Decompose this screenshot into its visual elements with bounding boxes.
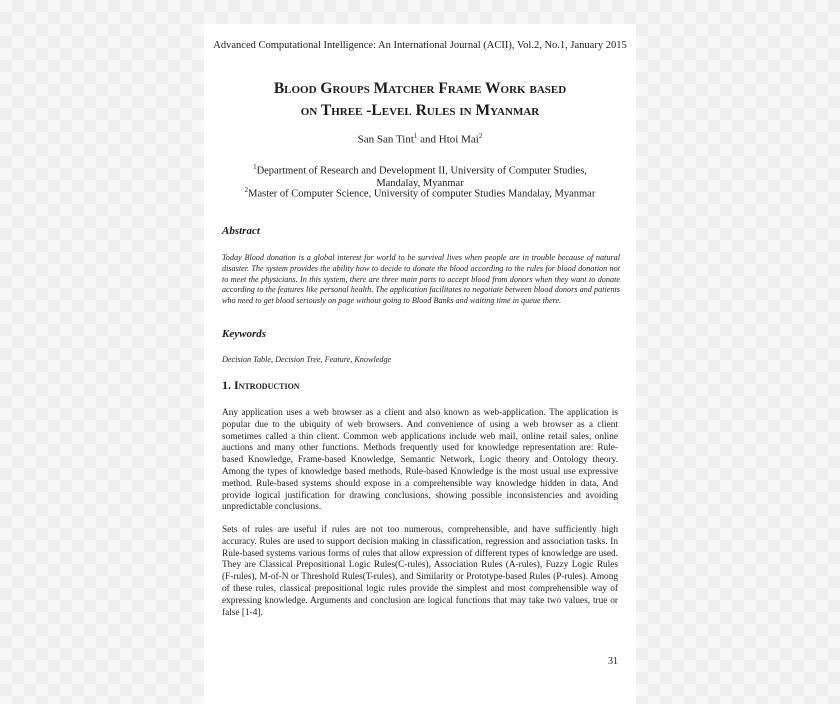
affiliation-1-sup: 1 — [253, 163, 257, 171]
section-number: 1. I — [222, 378, 239, 392]
paper-title — [204, 78, 636, 122]
affiliation-2-sup: 2 — [244, 186, 249, 194]
abstract-text: Today Blood donation is a global interest for world to be survival lives when people are in trouble because of natural disaster. The system provides the ability how to decide to donate the blood according to the rules for blood donation not to meet the physicians. In this system, there are three main parts to accept blood from donors when they want to donate according to the features like personal health. The application facilitates to negotiate between blood donors and patients who need to get blood seriously on page without going to Blood Banks and waiting time in queue there. — [222, 253, 620, 306]
affiliation-1-line-2: Mandalay, Myanmar — [376, 178, 464, 189]
keywords-text: Decision Table, Decision Tree, Feature, Knowledge — [222, 355, 392, 364]
affiliation-2 — [220, 184, 620, 201]
paper-title-line-1: Blood Groups Matcher Frame Work based — [273, 80, 567, 97]
abstract-heading: Abstract — [222, 225, 260, 237]
author-2: Htoi Mai — [438, 133, 479, 146]
page-number: 31 — [608, 656, 618, 667]
section-heading-introduction — [222, 378, 300, 393]
paper-page — [204, 24, 636, 704]
running-head: Advanced Computational Intelligence: An International Journal (ACII), Vol.2, No.1, January 2015 — [213, 40, 627, 51]
intro-paragraph-1: Any application uses a web browser as a client and also known as web-application. The application is popular due to the ubiquity of web browsers. And convenience of using a web browser as a client sometimes called a thin client. Common web applications include web mail, online retail sales, online auctions and many other functions. Methods frequently used for knowledge representation are: Rule-based Knowledge, Frame-based Knowledge, Semantic Network, Logic theory and Ontology theory. Among the types of knowledge based methods, Rule-based Knowledge is the most usual use expressive method. Rule-based systems should expose in a comprehensible way knowledge hidden in data, And provide logical justification for drawing conclusions, showing possible inconsistencies and avoiding unpredictable conclusions. — [222, 408, 618, 513]
intro-paragraph-2: Sets of rules are useful if rules are not too numerous, comprehensible, and have sufficiently high accuracy. Rules are used to support decision making in classification, regression and association tasks. In Rule-based systems various forms of rules that allow expression of different types of knowledge are used. They are Classical Prepositional Logic Rules(C-rules), Association Rules (A-rules), Fuzzy Logic Rules (F-rules), M-of-N or Threshold Rules(T-rules), and Similarity or Prototype-based Rules (P-rules). Among of these rules, classical prepositional logic rules provide the simplest and most comprehensible way of expressing knowledge. Arguments and conclusion are logical functions that may take two values, true or false [1-4]. — [222, 525, 618, 618]
author-1-sup: 1 — [413, 132, 418, 140]
author-separator: and — [417, 133, 439, 146]
keywords-heading: Keywords — [222, 328, 266, 340]
author-2-sup: 2 — [478, 132, 483, 140]
paper-title-line-2: on Three -Level Rules in Myanmar — [300, 102, 540, 119]
author-line — [204, 132, 636, 146]
affiliation-1-line-1: Department of Research and Development II, University of Computer Studies, — [256, 165, 587, 177]
section-heading-text: ntroduction — [238, 378, 300, 392]
affiliation-2-text: Master of Computer Science, University of computer Studies Mandalay, Myanmar — [248, 188, 596, 200]
author-1: San San Tint — [357, 133, 414, 146]
